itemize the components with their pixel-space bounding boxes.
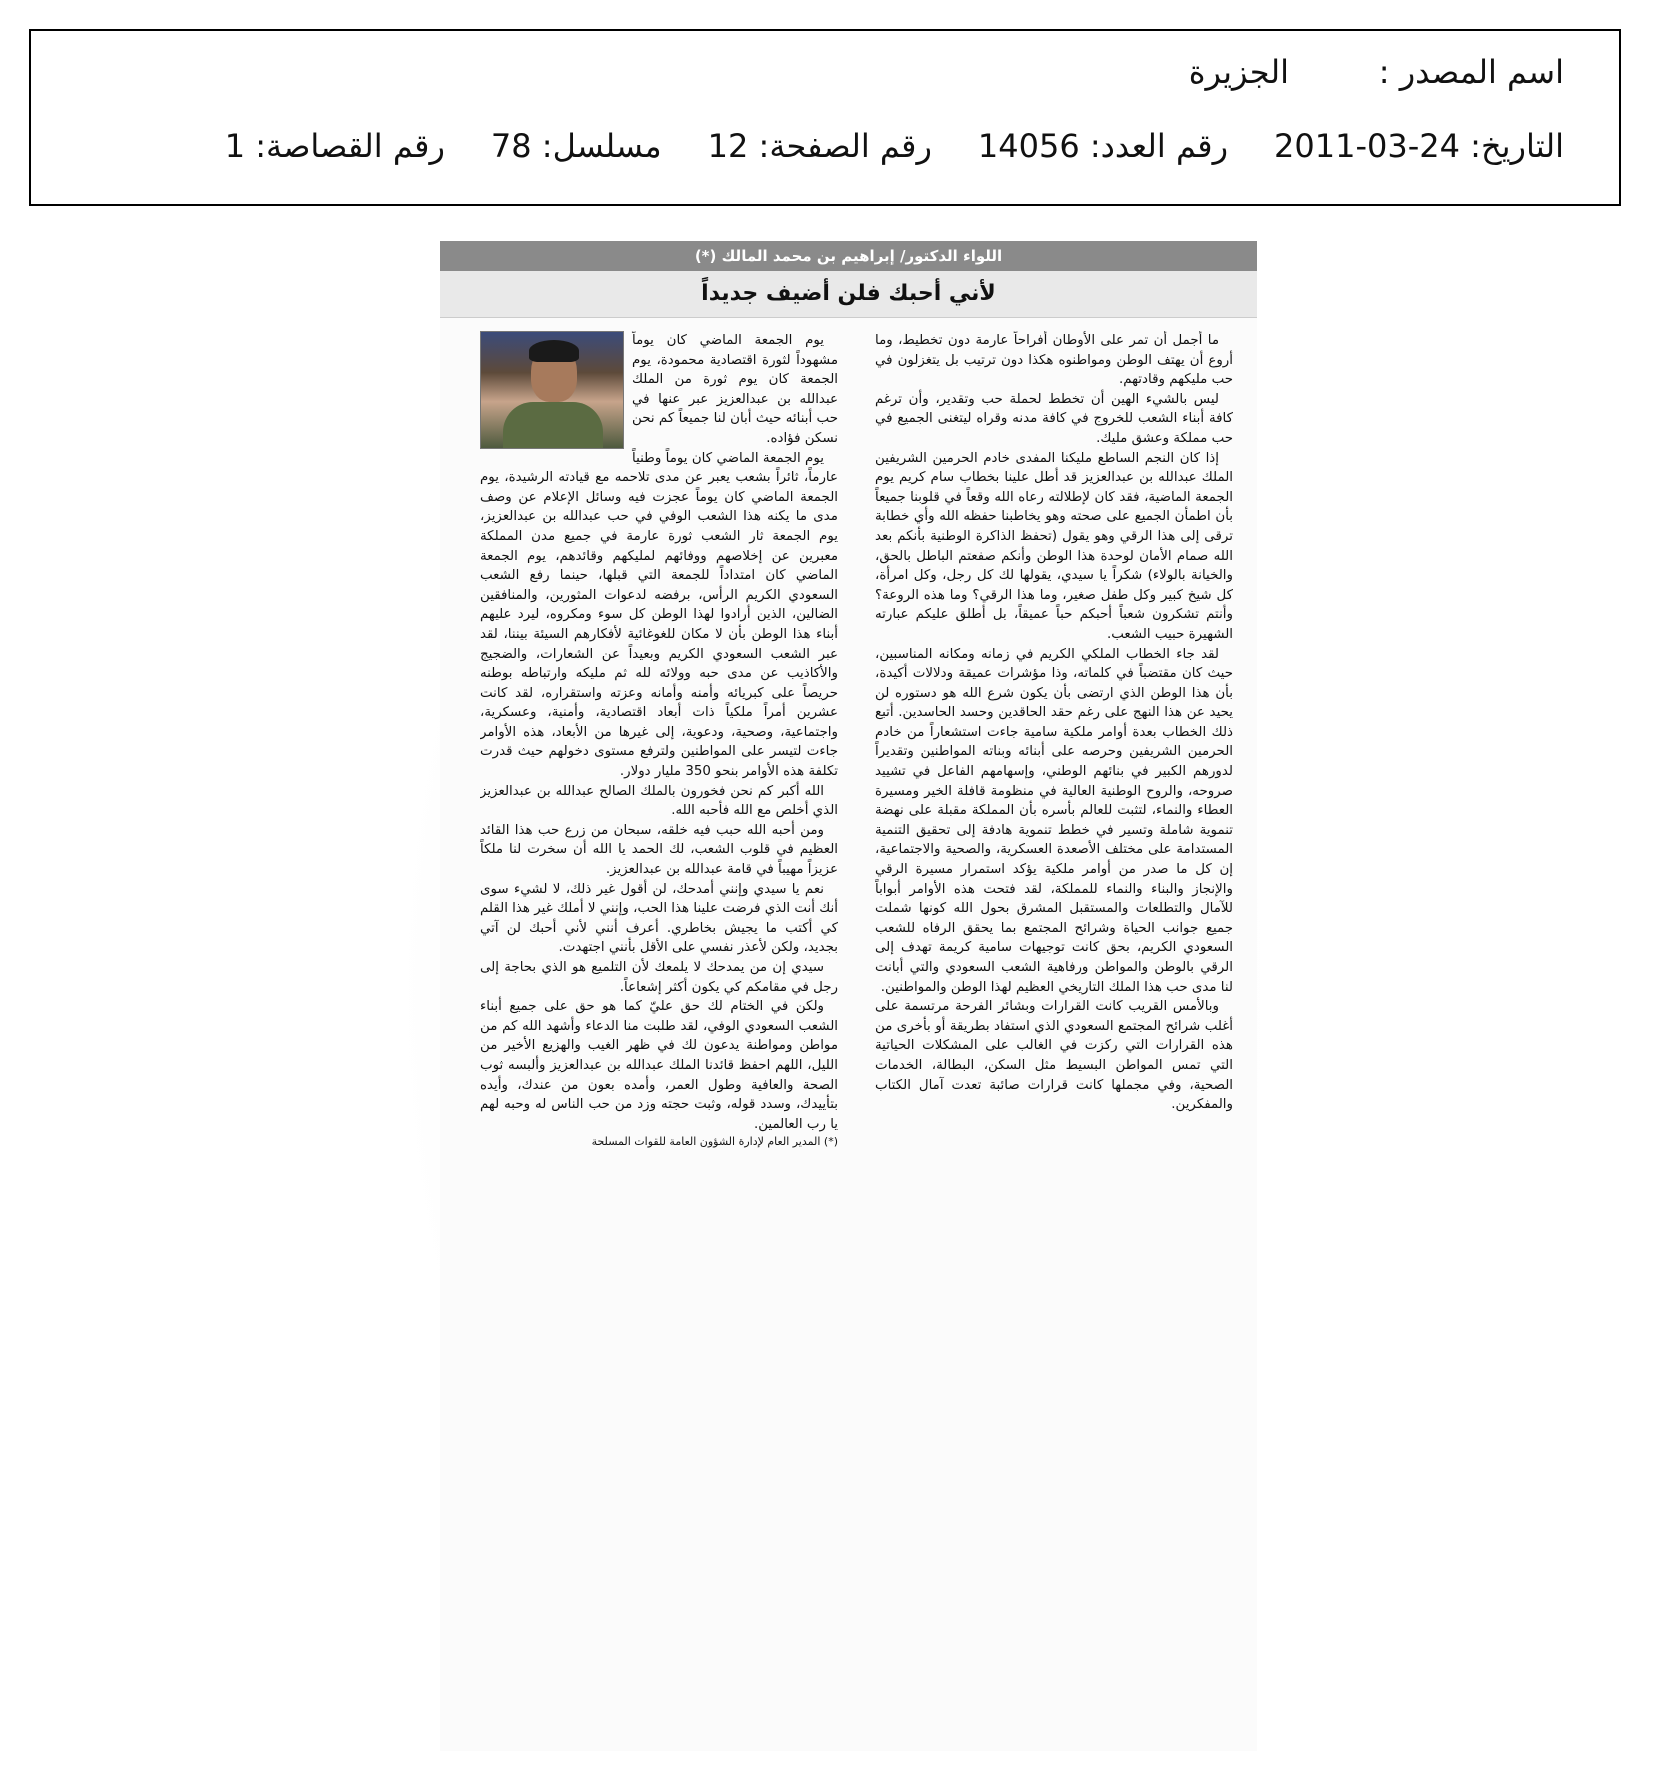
- photo-hair: [529, 340, 579, 362]
- paragraph: يوم الجمعة الماضي كان يوماً مشهوداً لثورة اقتصادية محمودة، يوم الجمعة كان يوم ثورة من الملك عبدالله بن عبدالعزيز عبر عنها في حب أبنائه حيث أبان لنا جميعاً كم نحن نسكن فؤاده.: [632, 333, 838, 446]
- paragraph: إذا كان النجم الساطع مليكنا المفدى خادم الحرمين الشريفين الملك عبدالله بن عبدالعزيز قد أطل علينا بخطاب سام كريم يوم الجمعة الماضية، فقد كان لإطلالته رعاه الله وقعاً في قلوبنا جميعاً بأن اطمأن الجميع على صحته وهو يخاطبنا حفظه الله وأي خطابة ترقى إلى هذا الرقي وهو يقول (تحفظ الذاكرة الوطنية بأنكم بعد الله صمام الأمان لوحدة هذا الوطن وأنكم صفعتم الباطل بالحق، والخيانة بالولاء) شكراً يا سيدي، يقولها لك كل رجل، وكل امرأة، كل شيخ كبير وكل طفل صغير، وما هذا الرقي؟ وما هذه الروعة؟ وأنتم تشكرون شعباً أحبكم حباً عميقاً، بل أطلق عليكم عبارته الشهيرة حبيب الشعب.: [875, 450, 1233, 642]
- paragraph: ما أجمل أن تمر على الأوطان أفراحاً عارمة دون تخطيط، وما أروع أن يهتف الوطن ومواطنوه هكذا دون ترتيب بل يتغزلون في حب مليكهم وقادتهم.: [875, 333, 1233, 388]
- author-photo: [480, 331, 624, 449]
- source-value: الجزيرة: [1188, 53, 1289, 91]
- issue-number-field: رقم العدد: 14056: [977, 127, 1229, 165]
- paragraph: ولكن في الختام لك حق عليّ كما هو حق على جميع أبناء الشعب السعودي الوفي، لقد طلبت منا الدعاء وأشهد الله كم من مواطن ومواطنة يدعون لك في ظهر الغيب والهزيع الأخير من الليل، اللهم احفظ قائدنا الملك عبدالله بن عبدالعزيز وألبسه ثوب الصحة والعافية وطول العمر، وأمده بعون من عندك، وأيده بتأييدك، وسدد قوله، وثبت حجته وزد من حب الناس له وحبه لهم يا رب العالمين.: [480, 999, 838, 1132]
- details-row: [179, 127, 1564, 165]
- photo-uniform: [503, 402, 603, 448]
- paragraph: يوم الجمعة الماضي كان يوماً وطنياً عارماً، ثائراً بشعب يعبر عن مدى تلاحمه مع قيادته الرشيدة، يوم الجمعة الماضي كان يوماً عجزت فيه وسائل الإعلام عن وصف مدى ما يكنه هذا الشعب الوفي في حب عبدالله بن عبدالعزيز، يوم الجمعة ثار الشعب ثورة عارمة في جميع مدن المملكة معبرين عن إخلاصهم ووفائهم لمليكهم وقائدهم، يوم الجمعة الماضي كان امتداداً للجمعة التي قبلها، حينما رفع الشعب السعودي الكريم الرأس، برفضه لدعوات المثورين، والمنافقين الضالين، الذين أرادوا لهذا الوطن كل سوء ومكروه، ليرد عليهم أبناء هذا الوطن بأن لا مكان للغوغائية لأفكارهم السيئة بيننا، لقد عبر الشعب السعودي الكريم وبعيداً عن الشعارات، والضجيج والأكاذيب عن مدى حبه وولائه لله ثم مليكه وارتباطه بوطنه حريصاً على كبريائه وأمنه وأمانه وعزته واستقراره، لقد كانت عشرين أمراً ملكياً ذات أبعاد اقتصادية، وأمنية، وعسكرية، واجتماعية، وصحية، ودعوية، إلى غيرها من الأبعاد، هذه الأوامر جاءت لتيسر على المواطنين ولترفع مستوى دخولهم حيث قدرت تكلفة هذه الأوامر بنحو 350 مليار دولار.: [480, 450, 838, 780]
- date-field: التاريخ: 24-03-2011: [1274, 127, 1564, 165]
- article-body: [440, 331, 1257, 1751]
- author-bar: اللواء الدكتور/ إبراهيم بن محمد المالك (*): [440, 241, 1257, 271]
- source-row: [1189, 53, 1564, 91]
- left-column: [480, 331, 838, 1751]
- page-number-field: رقم الصفحة: 12: [707, 127, 932, 165]
- paragraph: وبالأمس القريب كانت القرارات وبشائر الفرحة مرتسمة على أغلب شرائح المجتمع السعودي الذي استفاد بطريقة أو بأخرى من هذه القرارات التي ركزت في الغالب على المشكلات الحياتية التي تمس المواطن البسيط مثل السكن، البطالة، الخدمات الصحية، وفي مجملها كانت قرارات صائبة تعدت آمال الكتاب والمفكرين.: [875, 999, 1233, 1113]
- paragraph: لقد جاء الخطاب الملكي الكريم في زمانه ومكانه المناسبين، حيث كان مقتضباً في كلماته، وذا مؤشرات عميقة ودلالات أكيدة، بأن هذا الوطن الذي ارتضى بأن يكون شرع الله هو دستوره لن يحيد عن هذا النهج على رغم حقد الحاقدين وحسد الحاسدين. أتبع ذلك الخطاب بعدة أوامر ملكية سامية جاءت استشعاراً من خادم الحرمين الشريفين وحرصه على أبنائه وبناته المواطنين وتقديراً لدورهم الكبير في بنائهم الوطني، وإسهامهم الفاعل في تشييد صروحه، والروح الوطنية العالية في منظومة قافلة الخير ومسيرة العطاء والنماء، لتثبت للعالم بأسره بأن المملكة مقبلة على نهضة تنموية شاملة وتسير في خطط تنموية هادفة إلى تحقيق التنمية المستدامة على مختلف الأصعدة العسكرية، والصحية والاجتماعية، إن كل ما صدر من أوامر ملكية يؤكد استمرار مسيرة الرقي والإنجاز والبناء والنماء للمملكة، لقد فتحت هذه الأوامر أبواباً للآمال والتطلعات والمستقبل المشرق بحول الله كونها شملت جميع جوانب الحياة وشرائح المجتمع بما يحقق الرفاه للشعب السعودي الكريم، بحق كانت توجيهات سامية كريمة تهدف إلى الرقي بالوطن والمواطن ورفاهية الشعب السعودي والتي أبانت لنا مدى حب هذا الملك التاريخي العظيم لهذا الوطن والمواطنين.: [875, 646, 1233, 995]
- clip-number-field: رقم القصاصة: 1: [224, 127, 445, 165]
- right-column: [875, 331, 1233, 1751]
- paragraph: سيدي إن من يمدحك لا يلمعك لأن التلميع هو الذي بحاجة إلى رجل في مقامكم كي يكون أكثر إشعاعاً.: [480, 960, 838, 995]
- paragraph: الله أكبر كم نحن فخورون بالملك الصالح عبدالله بن عبدالعزيز الذي أخلص مع الله فأحبه الله.: [480, 783, 838, 819]
- paragraph: ومن أحبه الله حبب فيه خلقه، سبحان من زرع حب هذا القائد العظيم في قلوب الشعب، لك الحمد يا الله أن سخرت لنا ملكاً عزيزاً مهيباً في قامة عبدالله بن عبدالعزيز.: [480, 822, 838, 878]
- paragraph: ليس بالشيء الهين أن تخطط لحملة حب وتقدير، وأن ترغم كافة أبناء الشعب للخروج في كافة مدنه وقراه ليتغنى الجميع في حب مملكة وعشق مليك.: [875, 391, 1233, 446]
- serial-field: مسلسل: 78: [490, 127, 662, 165]
- source-label: اسم المصدر :: [1378, 53, 1564, 91]
- article-headline: لأني أحبك فلن أضيف جديداً: [440, 271, 1257, 318]
- paragraph: نعم يا سيدي وإنني أمدحك، لن أقول غير ذلك، لا لشيء سوى أنك أنت الذي فرضت علينا هذا الحب، وإنني لا أملك غير هذا القلم كي أكتب ما يجيش بخاطري. أعرف أنني لأني أحبك لن آتي بجديد، ولكن لأعذر نفسي على الأقل بأنني اجتهدت.: [480, 881, 838, 956]
- newspaper-clipping: [440, 241, 1257, 1751]
- source-info-box: [29, 29, 1621, 206]
- author-footnote: (*) المدير العام لإدارة الشؤون العامة للقوات المسلحة: [591, 1135, 838, 1149]
